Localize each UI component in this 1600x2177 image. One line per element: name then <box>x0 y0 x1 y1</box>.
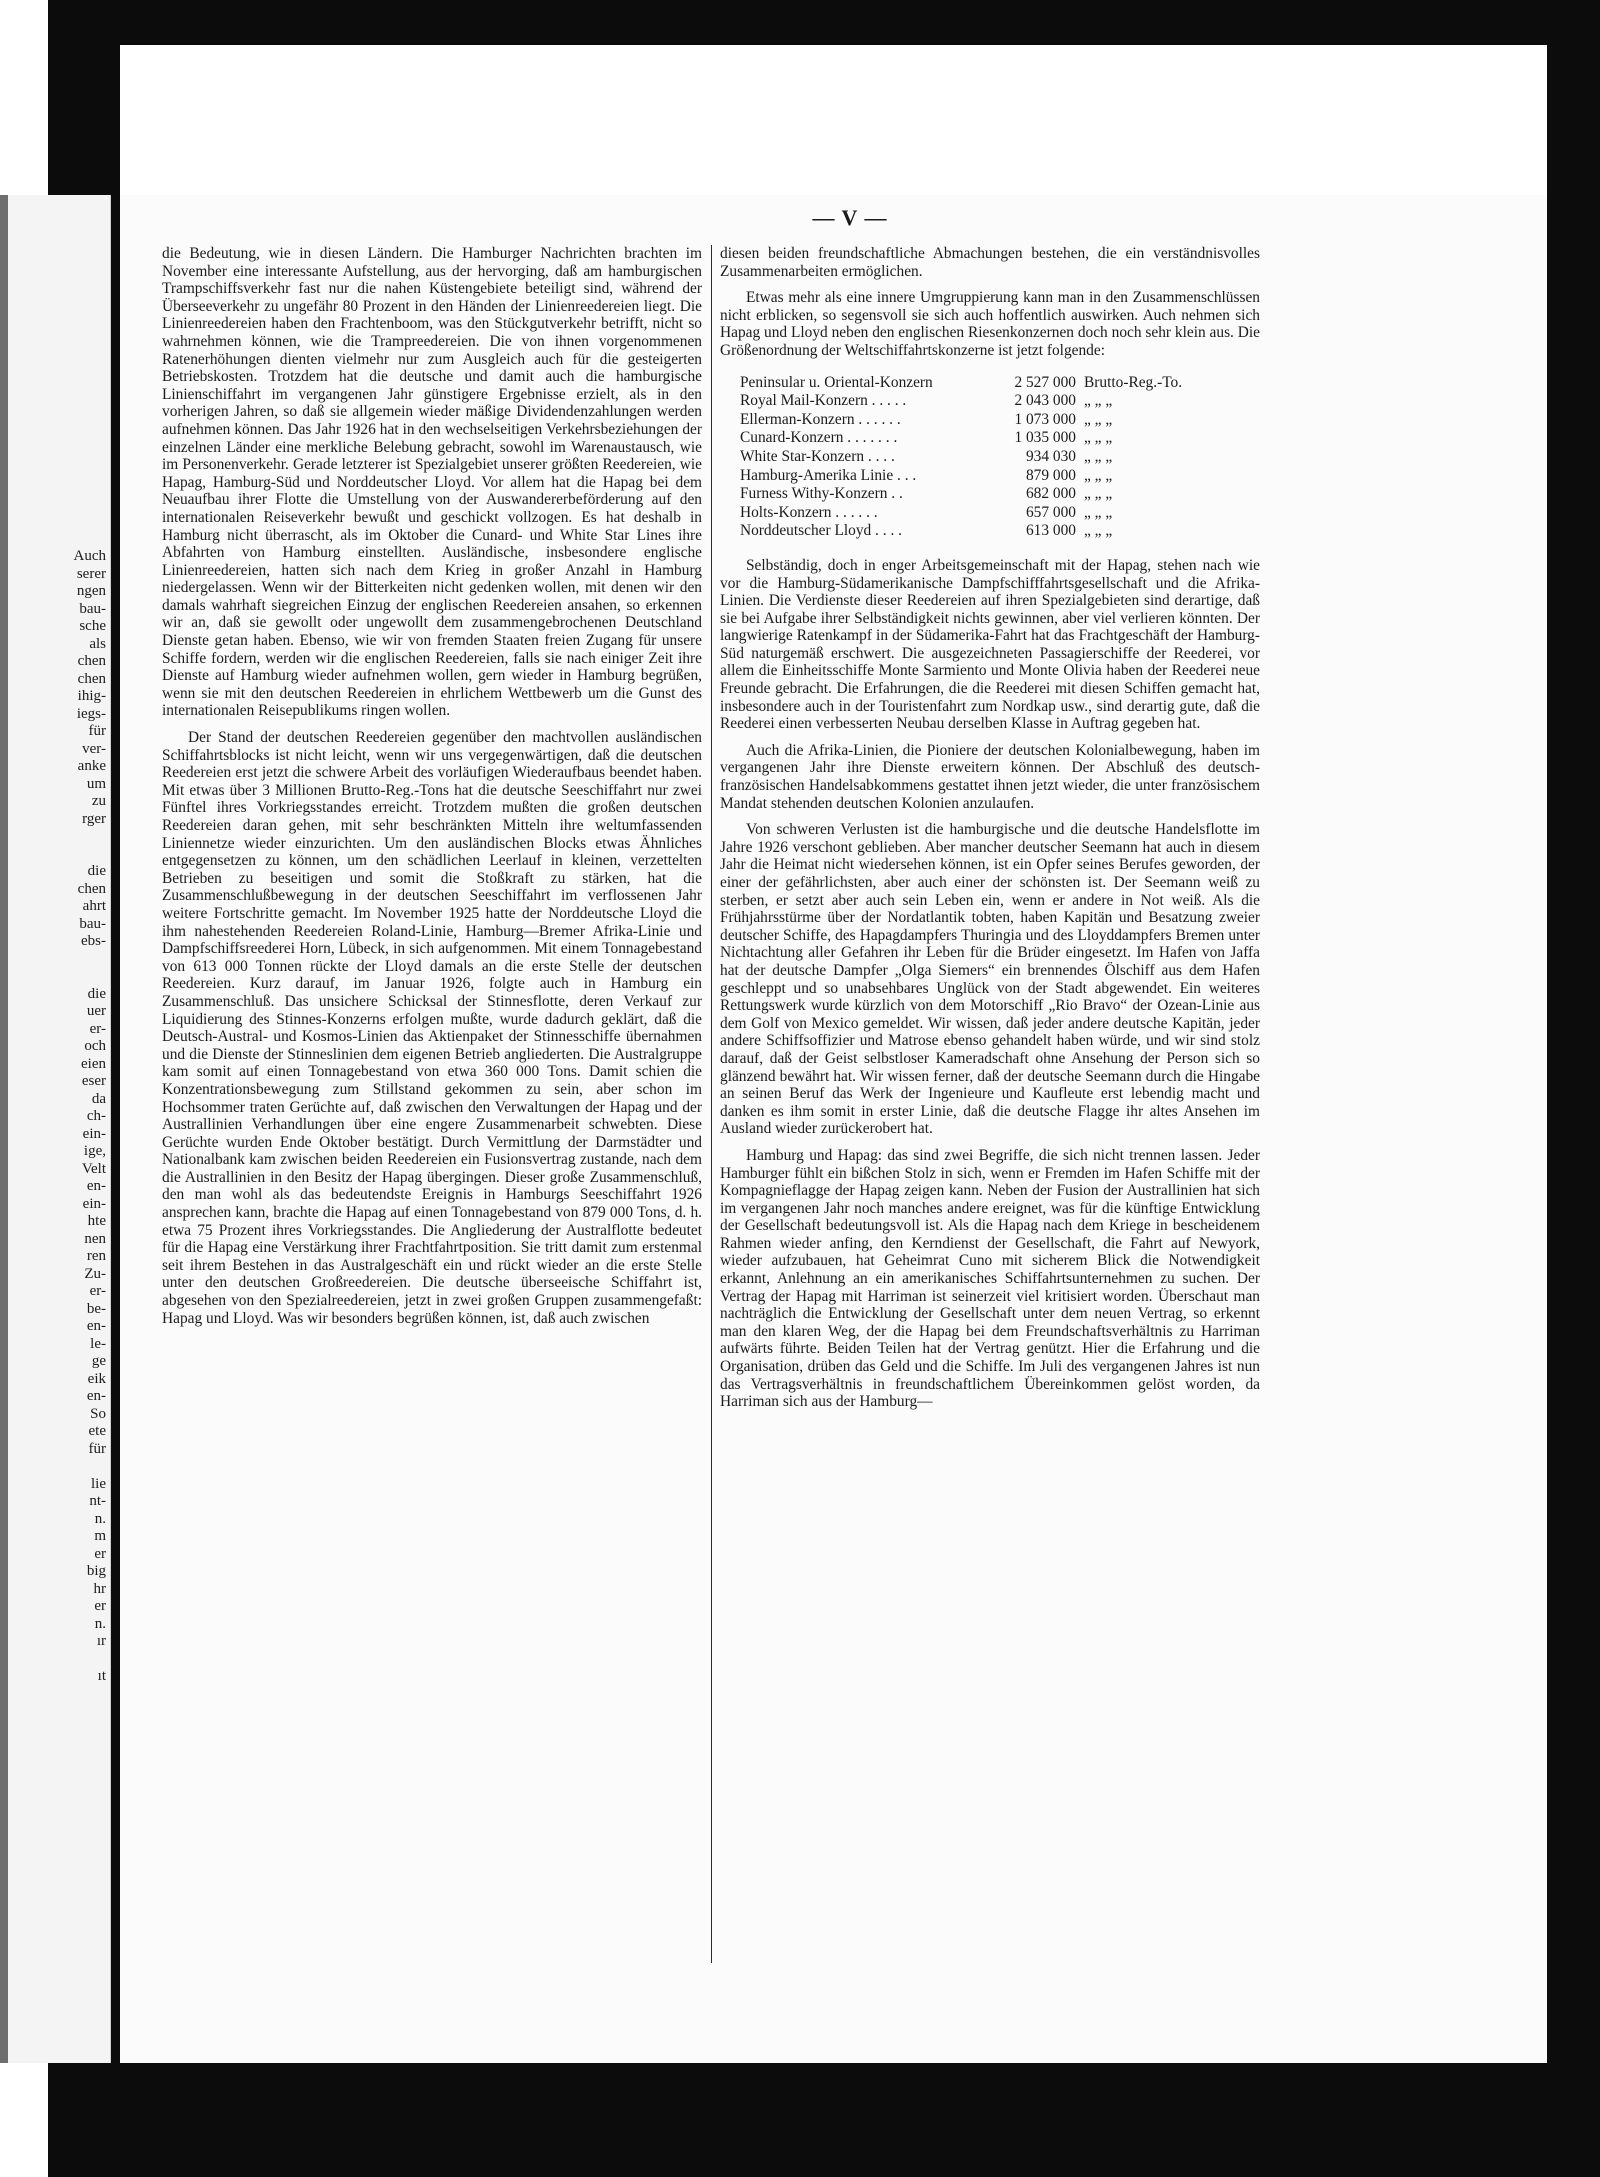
text-fragment: ihig- <box>77 688 106 704</box>
right-paragraph: Etwas mehr als eine innere Umgruppierung kann man in den Zusammenschlüssen nicht erblicken, so segensvoll sie sich auch hoffentlich auswirken. Auch nehmen sich Hapag und Lloyd neben den englischen Riesenkonzernen doch noch sehr klein aus. Die Größenordnung der Weltschiffahrtskonzerne ist jetzt folgende: <box>720 289 1260 359</box>
concern-name: White Star-Konzern . . . . <box>740 447 895 465</box>
right-paragraph: Auch die Afrika-Linien, die Pioniere der deutschen Kolonialbewegung, haben im vergangenen Jahr ihre Dienste erweitern können. Der Abschluß des deutsch-französischen Handelsabkommens gestattet ihnen jetzt wieder, die unter französischem Mandat stehenden deutschen Kolonien anzulaufen. <box>720 741 1260 812</box>
table-row <box>740 392 1182 411</box>
table-row <box>740 429 1182 448</box>
text-fragment: er- <box>89 1283 106 1299</box>
tonnage-unit: „ „ „ <box>1084 429 1113 447</box>
text-fragment <box>14 968 106 986</box>
text-fragment: m <box>94 1528 106 1544</box>
text-fragment: n. <box>94 1615 106 1632</box>
table-row <box>740 522 1182 541</box>
text-fragment <box>14 846 106 864</box>
text-fragment: le- <box>90 1335 106 1352</box>
text-fragment: Auch <box>73 548 106 564</box>
text-fragment: bau- <box>79 915 106 932</box>
tonnage-unit: „ „ „ <box>1084 410 1113 428</box>
left-paragraph: Der Stand der deutschen Reedereien gegenüber den machtvollen ausländischen Schiffahrtsblocks ist nicht leicht, wenn wir uns vergegenwärtigen, daß die deutschen Reedereien erst jetzt die schwere Arbeit des vorläufigen Wiederaufbaus beendet haben. Mit etwas über 3 Millionen Brutto-Reg.-Tons hat die deutsche Seeschiffahrt nur zwei Fünftel ihres Vorkriegsstandes erreicht. Trotzdem mußten die großen deutschen Reedereien daran gehen, mit sehr beschränkten Mitteln ihre weltumfassenden Liniennetze wieder einzurichten. Um den ausländischen Blocks etwas Ähnliches entgegensetzen zu können, um den schädlichen Leerlauf in kleinen, verzettelten Betrieben zu beseitigen und somit die Stoßkraft zu stärken, hat die Zusammenschlußbewegung in der deutschen Seeschiffahrt im verflossenen Jahr weitere Fortschritte gemacht. Im November 1925 hatte der Norddeutsche Lloyd die ihm nahestehenden Reedereien Roland-Linie, Hamburg—Bremer Afrika-Linie und Dampfschiffsreederei Horn, Lübeck, in sich aufgenommen. Mit einem Tonnagebestand von 613 000 Tonnen rückte der Lloyd damals an die erste Stelle der deutschen Reedereien. Kurz darauf, im Januar 1926, folgte auch in Hamburg ein Zusammenschluß. Das unsichere Schicksal der Stinnesflotte, deren Verkauf zur Liquidierung des Stinnes-Konzerns erfolgen mußte, wurde dadurch geklärt, daß die Deutsch-Austral- und Kosmos-Linien das Aktienpaket der Stinnesschiffe übernahmen und die Dienste der Stinneslinien dem eigenen Betrieb angliederten. Die Australgruppe kam somit auf einen Tonnagebestand von etwa 360 000 Tons. Damit schien die Konzentrationsbewegung zum Stillstand gekommen zu sein, aber schon im Hochsommer traten Gerüchte auf, daß zwischen den Verwaltungen der Hapag und der Australlinien Verhandlungen über eine engere Zusammenarbeit schwebten. Diese Gerüchte wurden Ende Oktober bestätigt. Durch Vermittlung der Darmstädter und Nationalbank kam zwischen beiden Reedereien ein Fusionsvertrag zustande, nach dem die Australlinien in den Besitz der Hapag übergingen. Dieser große Zusammenschluß, den man wohl als das bedeutendste Ereignis in Hamburgs Seeschiffahrt 1926 ansprechen kann, brachte die Hapag auf einen Tonnagebestand von 879 000 Tons, d. h. etwa 75 Prozent ihres Vorkriegsstandes. Die Angliederung der Australflotte bedeutet für die Hapag eine Verstärkung ihrer Frachtfahrtposition. Sie tritt damit zum erstenmal seit ihrem Bestehen in das Australgeschäft ein und rückt wieder an die erste Stelle unter den deutschen Großreedereien. Die deutsche überseeische Schiffahrt ist, abgesehen von den Spezialreedereien, jetzt in zwei großen Gruppen zusammengefaßt: Hapag und Lloyd. Was wir besonders begrüßen können, ist, daß auch zwischen <box>162 729 702 1327</box>
table-row <box>740 467 1182 486</box>
text-fragment: für <box>88 723 106 739</box>
text-fragment: ren <box>86 1248 106 1264</box>
tonnage-value: 613 000 <box>1025 522 1076 540</box>
table-row <box>740 448 1182 467</box>
shipping-concern-table <box>740 374 1182 541</box>
text-fragment: n. <box>94 1510 106 1527</box>
concern-name: Peninsular u. Oriental-Konzern <box>740 373 933 391</box>
concern-name: Ellerman-Konzern . . . . . . <box>740 410 901 428</box>
table-row <box>740 504 1182 523</box>
tonnage-value: 682 000 <box>1025 485 1076 503</box>
text-fragment: chen <box>77 653 106 669</box>
tonnage-value: 2 527 000 <box>1014 373 1076 391</box>
text-fragment: chen <box>77 880 106 897</box>
text-fragment: um <box>86 775 106 792</box>
text-fragment: ch- <box>86 1108 106 1124</box>
document-page <box>120 195 1547 2063</box>
text-fragment: nt- <box>89 1493 106 1509</box>
table-row <box>740 411 1182 430</box>
right-paragraph: Selbständig, doch in enger Arbeitsgemeinschaft mit der Hapag, stehen nach wie vor die Hamburg-Südamerikanische Dampfschifffahrtsgesellschaft und die Afrika-Linien. Die Verdienste dieser Reedereien auf ihren Spezialgebieten sind derartige, daß sie bei Aufgabe ihrer Selbständigkeit nichts gewinnen, aber viel verlieren könnten. Der langwierige Ratenkampf in der Südamerika-Fahrt hat das Frachtgeschäft der Hamburg-Süd naturgemäß erschwert. Die ausgezeichneten Passagierschiffe der Reederei, vor allem die Einheitsschiffe Monte Sarmiento und Monte Olivia haben der Reederei neue Freunde gebracht. Die Erfahrungen, die die Reederei mit diesen Schiffen gemacht hat, insbesondere auch in der Touristenfahrt zum Nordkap usw., sind derartig gute, daß die Reederei einen verbesserten Neubau derselben Klasse in Auftrag gegeben hat. <box>720 556 1260 733</box>
text-fragment: ete <box>88 1423 106 1439</box>
text-fragment: So <box>90 1405 106 1422</box>
text-fragment: ige, <box>83 1143 106 1159</box>
right-paragraph: diesen beiden freundschaftliche Abmachungen bestehen, die ein verständnisvolles Zusammenarbeiten ermöglichen. <box>720 245 1260 280</box>
text-fragment: nen <box>84 1230 106 1247</box>
text-fragment: ge <box>91 1353 106 1369</box>
text-fragment: chen <box>77 670 106 687</box>
text-fragment: die <box>87 863 106 879</box>
tonnage-value: 879 000 <box>1025 466 1076 484</box>
text-fragment: als <box>89 635 106 652</box>
concern-name: Holts-Konzern . . . . . . <box>740 503 878 521</box>
text-fragment: ngen <box>76 583 106 599</box>
text-fragment: ıt <box>97 1668 106 1684</box>
text-fragment: zu <box>91 793 106 809</box>
tonnage-unit: „ „ „ <box>1084 466 1113 484</box>
tonnage-unit: „ „ „ <box>1084 485 1113 503</box>
text-fragment: uer <box>86 1003 106 1019</box>
text-fragment: ır <box>96 1633 106 1649</box>
text-fragment: rger <box>82 810 106 827</box>
right-paragraph: Von schweren Verlusten ist die hamburgische und die deutsche Handelsflotte im Jahre 1926 verschont geblieben. Aber mancher deutscher Seemann hat auch in diesem Jahr die Heimat nicht wiedersehen können, ist ein Opfer seines Berufes geworden, der einer der gefährlichsten, aber auch einer der schönsten ist. Der Seemann weiß zu sterben, er setzt aber auch sein Leben ein, wenn er andere in Not weiß. Als die Frühjahrsstürme über der Nordatlantik tobten, haben Kapitän und Besatzung zweier deutscher Schiffe, des Hapagdampfers Thuringia und des Lloyddampfers Bremen unter Nichtachtung aller Gefahren ihr Leben für die Brüder eingesetzt. Im Hafen von Jaffa hat der deutsche Dampfer „Olga Siemers“ ein brennendes Ölschiff aus dem Hafen geschleppt und so unabsehbares Unglück von der Stadt abgewendet. Ein weiteres Rettungswerk wurde kürzlich von dem Motorschiff „Rio Bravo“ der Ozean-Linie aus dem Golf von Mexico gemeldet. Wir wissen, daß jeder andere deutsche Kapitän, jeder andere Schiffsoffizier und Matrose ebenso gehandelt haben würde, und wir sind stolz darauf, daß der Geist selbstloser Kameradschaft ohne Ansehung der Person sich so glänzend bewährt hat. Wir wissen ferner, daß der deutsche Seemann durch die Hingabe an seinen Beruf das Werk der Ingenieure und Kaufleute erst lebendig macht und danken es ihm somit in erster Linie, daß die deutsche Flagge ihr altes Ansehen im Ausland wieder zurückerobert hat. <box>720 821 1260 1138</box>
text-fragment <box>14 1651 106 1669</box>
concern-name: Norddeutscher Lloyd . . . . <box>740 522 902 540</box>
left-column <box>162 245 702 1336</box>
text-fragment: serer <box>76 565 106 582</box>
text-fragment: da <box>91 1090 106 1107</box>
text-fragment: ahrt <box>82 898 106 914</box>
scan-border-right <box>1547 0 1600 2177</box>
scan-border-top <box>48 0 1600 45</box>
text-fragment: en- <box>86 1318 106 1334</box>
text-fragment: en- <box>86 1178 106 1194</box>
concern-name: Cunard-Konzern . . . . . . . <box>740 429 898 447</box>
tonnage-value: 934 030 <box>1025 447 1076 465</box>
text-fragment: anke <box>77 758 106 774</box>
text-fragment: lie <box>91 1475 106 1492</box>
tonnage-unit: „ „ „ <box>1084 447 1113 465</box>
page-binding-shadow <box>0 195 8 2063</box>
text-fragment: big <box>86 1563 106 1579</box>
text-fragment: ein- <box>82 1195 106 1212</box>
concern-name: Furness Withy-Konzern . . <box>740 485 903 503</box>
tonnage-value: 1 035 000 <box>1014 429 1076 447</box>
page-number: — V — <box>812 205 888 230</box>
text-fragment: eik <box>87 1370 106 1387</box>
text-fragment: die <box>87 985 106 1002</box>
text-fragment: Velt <box>81 1160 106 1177</box>
text-fragment: er <box>94 1598 106 1614</box>
text-fragment: hr <box>93 1580 106 1597</box>
text-fragment: für <box>88 1440 106 1457</box>
tonnage-unit: „ „ „ <box>1084 503 1113 521</box>
text-fragment: eser <box>81 1073 106 1089</box>
text-fragment: ver- <box>82 740 106 757</box>
tonnage-unit: „ „ „ <box>1084 522 1113 540</box>
tonnage-unit: „ „ „ <box>1084 392 1113 410</box>
text-fragment: er <box>94 1545 106 1562</box>
text-fragment: ein- <box>82 1125 106 1142</box>
tonnage-value: 1 073 000 <box>1014 410 1076 428</box>
text-fragment: och <box>84 1038 106 1054</box>
left-paragraph: die Bedeutung, wie in diesen Ländern. Die Hamburger Nachrichten brachten im November eine interessante Aufstellung, aus der hervorging, daß am hamburgischen Trampschiffsverkehr fast nur die nahen Küstengebiete beteiligt sind, während der Überseeverkehr zu ungefähr 80 Prozent in den Händen der Linienreedereien liegt. Die Linienreedereien haben den Frachtenboom, was den Stückgutverkehr betrifft, nicht so wahrnehmen können, wie die Trampreedereien. Die von ihnen vorgenommenen Ratenerhöhungen dienten vielmehr nur zum Ausgleich auch für die gesteigerten Betriebskosten. Trotzdem hat die deutsche und damit auch die hamburgische Linienschiffahrt im vergangenen Jahr günstigere Ergebnisse erzielt, als in den vorherigen Jahren, so daß sie allgemein wieder mäßige Dividendenzahlungen werden aufnehmen können. Das Jahr 1926 hat in den wechselseitigen Verkehrsbeziehungen der einzelnen Länder eine merkliche Belebung gebracht, sowohl im Warenaustausch, wie im Personenverkehr. Gerade letzterer ist Spezialgebiet unserer größten Reedereien, wie Hapag, Hamburg-Süd und Norddeutscher Lloyd. Vor allem hat die Hapag bei dem Neuaufbau ihrer Flotte die Umstellung von der Auswandererbeförderung auf den internationalen Reiseverkehr bewußt und geschickt vollzogen. Es hat deshalb in Hamburg nicht überrascht, als im Oktober die Cunard- und White Star Lines ihre Abfahrten von Hamburg einstellten. Ausländische, insbesondere englische Linienreedereien, hatten sich nach dem Krieg in großer Anzahl in Hamburg niedergelassen. Wenn wir der Bitterkeiten nicht gedenken wollen, mit denen wir den damals wahrhaft siegreichen Einzug der englischen Reedereien ansahen, so erkennen wir an, daß sie gewollt oder ungewollt dem zusammengebrochenen Deutschland Dienste getan haben. Ebenso, wie wir von fremden Staaten freien Zugang für unsere Schiffe fordern, werden wir die englischen Reedereien, falls sie nach einiger Zeit ihre Dienste auf Hamburg wieder aufnehmen wollen, gern wieder in Hamburg begrüßen, wenn sie mit den deutschen Reedereien in ehrlichem Wettbewerb um die Gunst des internationalen Reisepublikums ringen wollen. <box>162 245 702 720</box>
text-fragment: er- <box>89 1020 106 1037</box>
table-row <box>740 485 1182 504</box>
tonnage-value: 2 043 000 <box>1014 392 1076 410</box>
text-fragment: Zu- <box>84 1265 106 1282</box>
text-fragment: iegs- <box>76 705 106 722</box>
column-divider <box>711 245 712 1963</box>
right-column <box>720 245 1260 1420</box>
tonnage-value: 657 000 <box>1025 503 1076 521</box>
text-fragment <box>14 951 106 969</box>
concern-name: Royal Mail-Konzern . . . . . <box>740 392 907 410</box>
text-fragment: sche <box>79 618 106 634</box>
text-fragment: hte <box>87 1213 106 1229</box>
text-fragment <box>14 828 106 846</box>
concern-name: Hamburg-Amerika Linie . . . <box>740 466 917 484</box>
scan-border-bottom <box>48 2063 1600 2177</box>
previous-page-text-fragments <box>14 548 106 1686</box>
right-paragraph: Hamburg und Hapag: das sind zwei Begriffe, die sich nicht trennen lassen. Jeder Hamburger fühlt ein bißchen Stolz in sich, wenn er Fremden im Hafen Schiffe mit der Kompagnieflagge der Hapag zeigen kann. Neben der Fusion der Australlinien hat sich im vergangenen Jahr noch manches andere ereignet, was für die künftige Entwicklung der Gesellschaft bedeutungsvoll ist. Als die Hapag nach dem Kriege in bescheidenem Rahmen wieder anfing, den Kerndienst der Gesellschaft, die Fahrt auf Newyork, wieder aufzubauen, hat Geheimrat Cuno mit sicherem Blick die Notwendigkeit erkannt, Anlehnung an ein amerikanisches Schiffahrtsunternehmen zu suchen. Der Vertrag der Hapag mit Harriman ist seinerzeit viel kritisiert worden. Überschaut man nachträglich die Entwicklung der Gesellschaft unter dem neuen Vertrag, so erkennt man den klaren Weg, der die Hapag bei dem Freundschaftsverhältnis zu Harriman aufwärts führte. Beiden Teilen hat der Vertrag genützt. Hier die Erfahrung und die Organisation, drüben das Geld und die Schiffe. Im Juli des vergangenen Jahres ist nun das Vertragsverhältnis in freundschaftlichem Übereinkommen gelöst worden, da Harriman sich aus der Hamburg— <box>720 1146 1260 1411</box>
text-fragment: ebs- <box>81 933 106 949</box>
text-fragment: be- <box>86 1300 106 1317</box>
text-fragment: en- <box>86 1388 106 1404</box>
text-fragment <box>14 1458 106 1476</box>
text-fragment: eien <box>81 1055 106 1072</box>
tonnage-unit: Brutto-Reg.-To. <box>1084 373 1183 391</box>
text-fragment: bau- <box>79 600 106 617</box>
table-row <box>740 374 1182 393</box>
